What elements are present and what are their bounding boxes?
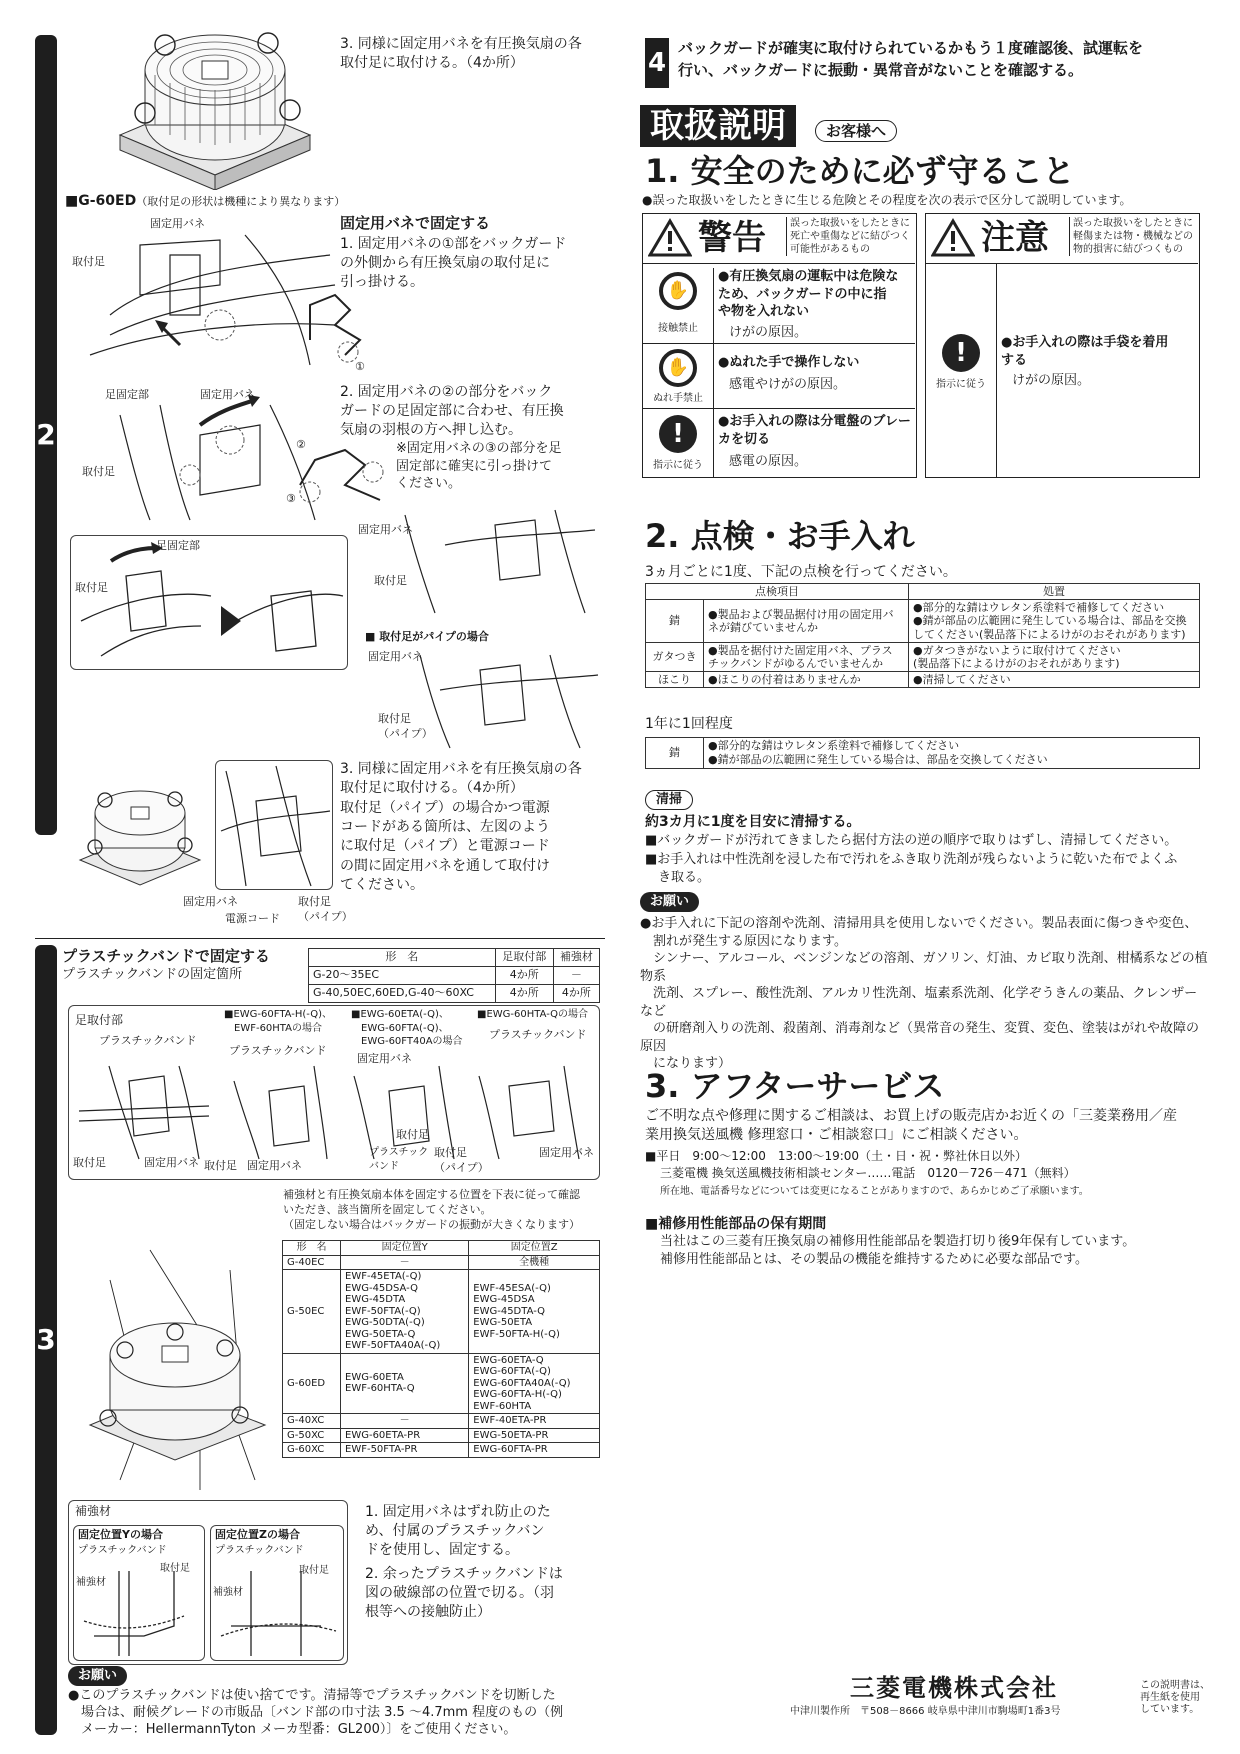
warn-icon-label-2: ぬれ手禁止 [653,393,703,404]
sec3-title: 3. アフターサービス [645,1067,945,1105]
band-fig-band-label: プラスチックバンド [99,1034,197,1047]
caution-header [926,214,1198,264]
right-onegai-badge [640,892,699,912]
band-fig-ashi-label: 足取付部 [75,1013,124,1027]
inspect-cell: ●製品を据付けた固定用バネ、プラス チックバンドがゆるんでいませんか [704,642,909,671]
left-onegai-badge [68,1666,127,1686]
pipe-case-heading: ■ 取付足がパイプの場合 [365,630,489,643]
fan-top-illustration [110,25,320,190]
fan-bottom-illustration [75,785,205,895]
band-table-row [309,966,600,984]
fig1-label-toritsuke: 取付足 [72,255,105,268]
pipe-label-bane: 固定用バネ [368,650,423,663]
reinforce-y-case [73,1525,205,1661]
band-location-table [308,948,600,1003]
caution-triangle-icon [931,218,975,258]
warning-header [643,214,915,264]
fig2-circle3-label: ③ [286,492,296,505]
reinforce-z-drawing [211,1566,343,1661]
band-table-header [309,949,600,967]
section-2-number: 2 [36,418,56,452]
pos-table-row [283,1255,600,1270]
bottom-label-pipe: 取付足 （パイプ） [298,895,353,923]
warning-box [642,213,917,478]
inset-label-toritsuke: 取付足 [75,581,108,594]
spring-title: 固定用バネで固定する [340,214,491,232]
caution-sub: けがの原因。 [1012,373,1091,388]
pos-table-row [283,1270,600,1354]
pos-cell: G-50EC [283,1270,341,1354]
sec1-title: 1. 安全のために必ず守ること [645,152,1075,190]
band-fig-bane-1: 固定用バネ [144,1156,199,1169]
pipe-label-toritsuke: 取付足 （パイプ） [378,712,433,740]
reinforce-z-band: プラスチックバンド [215,1545,304,1556]
reinforce-y-drawing [74,1566,204,1661]
pos-cell: EWF-40ETA-PR [469,1414,600,1429]
inspect-cell: ほこり [646,672,704,688]
band-figures-drawing [69,1061,599,1161]
yearly-row [646,738,1200,769]
inspect-cell: ●製品および製品据付け用の固定用バ ネが錆びていませんか [704,600,909,643]
band-cell: 4か所 [553,984,599,1002]
pos-cell: － [341,1255,469,1270]
inspect-cell: ●清掃してください [909,672,1200,688]
pos-cell: 全機種 [469,1255,600,1270]
left-onegai-text: ●このプラスチックバンドは使い捨てです。清掃等でプラスチックバンドを切断した 場合は、耐候グレードの市販品〔バンド部の巾寸法 3.5 ～4.7mm 程度のもの（例 メーカー：HellermannTyton メーカ型番：GL200）〕をご使用ください。 [68,1688,564,1737]
spring-part-figure-1 [290,290,380,370]
bottom-label-cord: 電源コード [225,912,280,925]
pipe-case-figure [410,650,600,750]
pos-cell: － [341,1414,469,1429]
band-step1: 1. 固定用バネはずれ防止のた め、付属のプラスチックバン ドを使用し、固定する。 [365,1504,551,1558]
band-table-row [309,984,600,1002]
band-case3-label: ■EWG-60HTA-Qの場合 [477,1009,589,1020]
instruction-icon: ! [659,415,697,453]
fig2-circle2-label: ② [296,438,306,451]
warning-label: 警告 [698,218,766,258]
section-2-tab [35,35,57,835]
band-th-model: 形 名 [309,949,496,967]
band-th-reinforce: 補強材 [553,949,599,967]
inspection-table [645,583,1200,688]
warning-row-1 [643,264,915,344]
service-center: 三菱電機 換気送風機技術相談センター……電話 0120－726－471（無料） [660,1166,1076,1180]
reinforce-y-hokyozai: 補強材 [76,1577,106,1588]
yearly-text: ●部分的な錆はウレタン系塗料で補修してください ●錆が部品の広範囲に発生している場合は、部品を交換してください [704,738,1200,769]
customer-tag-label: お客様へ [815,120,897,142]
section-3-tab [35,945,57,1735]
spring-inset-drawing [71,536,347,669]
warn-sub-1: けがの原因。 [729,325,808,340]
spring-step1: 1. 固定用バネの①部をバックガード の外側から有圧換気扇の取付足に 引っ掛ける。 [340,236,567,290]
customer-tag [815,120,897,142]
caution-desc: 誤った取扱いをしたときに軽傷または物・機械などの物的損害に結びつくもの [1069,217,1197,256]
yearly-title: 1年に1回程度 [645,716,733,732]
pos-cell: EWG-50ETA-PR [469,1428,600,1443]
spring-step2-note: ※固定用バネの③の部分を足 固定部に確実に引っ掛けて ください。 [396,441,562,492]
reinforce-z-toritsuke: 取付足 [299,1565,329,1576]
inspect-th-item: 点検項目 [646,584,909,600]
caution-text: ●お手入れの際は手袋を着用 する [996,264,1196,477]
sec3-text: ご不明な点や修理に関するご相談は、お買上げの販売店かお近くの「三菱業務用／産 業用換気送風機 修理窓口・ご相談窓口」にご相談ください。 [645,1108,1177,1143]
reinforce-note: 補強材と有圧換気扇本体を固定する位置を下表に従って確認 いただき、該当箇所を固定してください。 （固定しない場合はバックガードの振動が大きくなります） [283,1188,580,1231]
band-cell: G-40,50EC,60ED,G-40～60XC [309,984,496,1002]
warn-icon-label-1: 接触禁止 [658,323,698,334]
band-fig-pipe: 取付足 （パイプ） [434,1146,489,1174]
pos-cell: EWF-45ETA(-Q) EWG-45DSA-Q EWG-45DTA EWF-50FTA(-Q) EWG-50DTA(-Q) EWG-50ETA-Q EWF-50FTA40A(-Q) [341,1270,469,1354]
clean-item-2: ■お手入れは中性洗剤を浸した布で汚れをふき取り洗剤が残らないように乾いた布でよくふ き取る。 [645,852,1178,885]
spring-inset-figure [70,535,348,670]
sec2-intro: 3ヵ月ごとに1度、下記の点検を行ってください。 [645,564,957,580]
company-name: 三菱電機株式会社 [850,1674,1058,1702]
step4-number: 4 [645,38,669,88]
g60ed-heading [65,192,345,211]
pos-table-header [283,1241,600,1256]
installed-label-toritsuke: 取付足 [374,574,407,587]
band-fig-bane-2: 固定用バネ [247,1159,302,1172]
left-onegai-label: お願い [68,1666,127,1686]
pos-cell: EWG-60ETA-Q EWG-60FTA(-Q) EWG-60FTA40A(-Q) EWG-60FTA-H(-Q) EWF-60HTA [469,1353,600,1414]
pos-cell: EWG-60ETA-PR [341,1428,469,1443]
reinforce-z-label: 固定位置Zの場合 [215,1528,300,1541]
reinforce-y-label: 固定位置Yの場合 [78,1528,163,1541]
inspect-row [646,600,1200,643]
pos-table-row [283,1428,600,1443]
pos-cell: EWF-50FTA-PR [341,1443,469,1458]
fan-band-illustration [80,1240,275,1500]
spring-installed-figure [385,505,600,615]
manual-title: 取扱説明 [640,105,796,147]
warn-text-3: ●お手入れの際は分電盤のブレー カを切る [713,409,913,477]
reinforce-z-case [210,1525,344,1661]
fig2-label-ashi: 足固定部 [105,388,149,401]
service-hours: ■平日 9:00～12:00 13:00～19:00（土・日・祝・弊社休日以外） [645,1149,1028,1163]
warn-text-1: ●有圧換気扇の運転中は危険な ため、バックガードの中に指 や物を入れない [713,268,913,344]
inspect-cell: ガタつき [646,642,704,671]
band-case2-label: ■EWG-60ETA(-Q)、 EWG-60FTA(-Q)、 EWG-60FT40Aの場合 [351,1009,463,1047]
installed-label-bane: 固定用バネ [358,523,413,536]
pos-cell: G-60XC [283,1443,341,1458]
fig1-circle1-label: ① [355,360,365,373]
recycle-note: この説明書は、 再生紙を使用 しています。 [1140,1680,1210,1715]
clean-label: 清掃 [645,790,693,810]
band-step2: 2. 余ったプラスチックバンドは 図の破線部の位置で切る。（羽 根等への接触防止） [365,1566,563,1620]
bottom-label-bane: 固定用バネ [183,895,238,908]
band-figures-box [68,1005,600,1180]
band-fig-band-label-2: プラスチックバンド [229,1044,327,1057]
band-fig-toritsuke-3: 取付足 [396,1128,429,1141]
band-cell: 4か所 [495,966,553,984]
inset-label-ashi: 足固定部 [156,539,200,552]
band-th-foot: 足取付部 [495,949,553,967]
pos-cell: EWF-45ESA(-Q) EWG-45DSA EWG-45DTA-Q EWG-50ETA EWF-50FTA-H(-Q) [469,1270,600,1354]
clean-item-1: ■バックガードが汚れてきましたら据付方法の逆の順序で取りはずし、清掃してください。 [645,833,1178,848]
caution-box [925,213,1200,478]
band-cell: G-20～35EC [309,966,496,984]
pos-th-z: 固定位置Z [469,1241,600,1256]
band-fig-toritsuke-1: 取付足 [73,1156,106,1169]
warn-text-2: ●ぬれた手で操作しない [713,344,913,408]
pos-cell: EWG-60ETA EWF-60HTA-Q [341,1353,469,1414]
caution-row [926,264,1198,477]
sec1-intro: ●誤った取扱いをしたときに生じる危険とその程度を次の表示で区分して説明しています。 [642,193,1132,207]
warn-sub-3: 感電の原因。 [729,454,808,469]
wet-hand-icon: ✋ [659,349,697,387]
step3-top-text: 3. 同様に固定用バネを有圧換気扇の各 取付足に取付ける。（4か所） [340,36,582,71]
right-onegai-label: お願い [640,892,699,912]
band-cell: － [553,966,599,984]
parts-text: 当社はこの三菱有圧換気扇の補修用性能部品を製造打切り後9年保有しています。 補修用性能部品とは、その製品の機能を維持するために必要な部品です。 [660,1234,1136,1267]
band-fig-toritsuke-2: 取付足 [204,1159,237,1172]
inspect-row [646,672,1200,688]
pos-cell: G-60ED [283,1353,341,1414]
warning-row-3 [643,409,915,477]
fixing-position-table [282,1240,600,1458]
pos-table-row [283,1443,600,1458]
reinforce-z-hokyozai: 補強材 [213,1587,243,1598]
band-cell: 4か所 [495,984,553,1002]
reinforce-figure-box [68,1500,348,1665]
caution-icon-label: 指示に従う [936,379,986,390]
clean-lead: 約3カ月に1度を目安に清掃する。 [645,814,861,830]
warning-triangle-icon [648,218,692,258]
pos-table-row [283,1414,600,1429]
no-touch-icon: ✋ [659,272,697,310]
clean-badge [645,790,693,810]
band-fig-band2: プラスチック バンド [369,1147,429,1172]
g60ed-title: ■G-60ED [65,193,137,209]
pos-cell: EWG-60FTA-PR [469,1443,600,1458]
warning-row-2 [643,344,915,409]
yearly-item: 錆 [646,738,704,769]
warning-desc: 誤った取扱いをしたときに死亡や重傷などに結びつく可能性があるもの [786,217,914,256]
inspect-cell: ●ほこりの付着はありませんか [704,672,909,688]
pos-cell: G-50XC [283,1428,341,1443]
g60ed-note: （取付足の形状は機種により異なります） [136,195,346,208]
step4-text: バックガードが確実に取付けられているかもう１度確認後、試運転を 行い、バックガードに振動・異常音がないことを確認する。 [678,39,1144,79]
inspect-cell: ●ガタつきがないように取付けてください (製品落下によるけがのおそれがあります) [909,642,1200,671]
fig1-label-kotei-bane: 固定用バネ [150,217,205,230]
band-fig-bane-3: 固定用バネ [539,1146,594,1159]
warn-sub-2: 感電やけがの原因。 [729,377,847,392]
pos-th-model: 形 名 [283,1241,341,1256]
inspect-cell: ●部分的な錆はウレタン系塗料で補修してください ●錆が部品の広範囲に発生している場合は、部品を交換 してください(製品落下によるけがのおそれがあります) [909,600,1200,643]
reinforce-title: 補強材 [75,1504,112,1518]
warn-icon-label-3: 指示に従う [653,460,703,471]
band-fig-bane-label-case2: 固定用バネ [357,1052,412,1065]
inspect-th-action: 処置 [909,584,1200,600]
right-onegai-text: ●お手入れに下記の溶剤や洗剤、清掃用具を使用しないでください。製品表面に傷つきや変色、 割れが発生する原因になります。 シンナー、アルコール、ベンジンなどの溶剤、ガソリン、灯油、カビ取り洗剤、柑橘系などの植物系 洗剤、スプレー、酸性洗剤、アルカリ性洗剤、塩素系洗剤、化学ぞうきんの薬品、クレンザーなど の研磨剤入りの洗剤、殺菌剤、消毒剤など（異常音の発生、変質、変色、塗装はがれや故障の原因 になります） [640,916,1208,1072]
inspect-header [646,584,1200,600]
pipe-cord-figure [215,760,333,890]
pos-cell: G-40XC [283,1414,341,1429]
yearly-table [645,737,1200,769]
service-notice: 所在地、電話番号などについては変更になることがありますので、あらかじめご了承願います。 [660,1186,1089,1197]
left-section-divider [35,938,605,939]
fig2-label-toritsuke: 取付足 [82,465,115,478]
sec2-title: 2. 点検・お手入れ [645,517,915,555]
parts-title: ■補修用性能部品の保有期間 [645,1216,827,1232]
inspect-cell: 錆 [646,600,704,643]
band-fig-band-label-3: プラスチックバンド [489,1028,587,1041]
inspect-row [646,642,1200,671]
pos-th-y: 固定位置Y [341,1241,469,1256]
pos-table-row [283,1353,600,1414]
band-case1-label: ■EWG-60FTA-H(-Q)、 EWF-60HTAの場合 [224,1009,333,1034]
band-title: プラスチックバンドで固定する [62,947,270,965]
company-address: 中津川製作所 〒508－8666 岐阜県中津川市駒場町1番3号 [790,1706,1061,1717]
caution-instruction-icon: ! [942,334,980,372]
section-3-number: 3 [36,1323,56,1357]
band-subtitle: プラスチックバンドの固定箇所 [62,967,243,982]
reinforce-y-toritsuke: 取付足 [160,1563,190,1574]
spring-step2: 2. 固定用バネの②の部分をバック ガードの足固定部に合わせ、有圧換 気扇の羽根の方へ押し込む。 [340,384,564,438]
pipe-cord-drawing [216,761,332,889]
pos-cell: G-40EC [283,1255,341,1270]
reinforce-y-band: プラスチックバンド [78,1545,167,1556]
spring-step3: 3. 同様に固定用バネを有圧換気扇の各 取付足に取付ける。（4か所） 取付足（パイプ）の場合かつ電源 コードがある箇所は、左図のよう に取付足（パイプ）と電源コード の間に固定用バネを通して取付け てください。 [340,761,582,893]
fig2-label-bane: 固定用バネ [200,388,255,401]
caution-label: 注意 [981,218,1049,258]
